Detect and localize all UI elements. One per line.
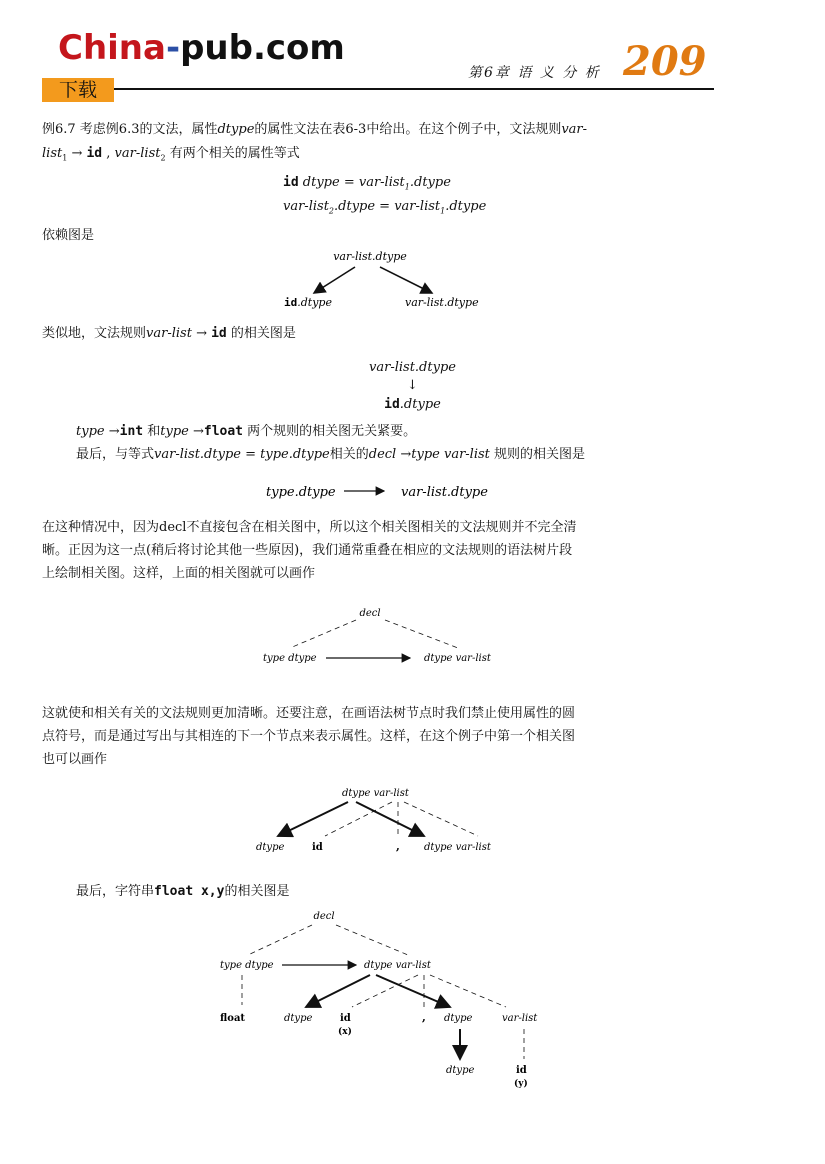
paragraph-clarity-1: 这就使和相关有关的文法规则更加清晰。还要注意，在画语法树节点时我们禁止使用属性的圆 bbox=[42, 706, 576, 721]
g6-id1-node: id bbox=[340, 1013, 351, 1024]
equation-1: id dtype = var-list$_1$.dtype bbox=[283, 175, 451, 192]
g3-right-node: var-list.dtype bbox=[401, 485, 488, 500]
paragraph-clarity-3: 也可以画作 bbox=[42, 752, 108, 767]
dependency-graph-1 bbox=[0, 245, 825, 315]
g6-tree-decl-type bbox=[248, 925, 312, 955]
g6-dtype2-node: dtype bbox=[444, 1013, 473, 1024]
g5-node-comma: , bbox=[396, 840, 400, 853]
chapter-title: 第6章 语 义 分 析 bbox=[468, 65, 601, 81]
download-badge[interactable]: 下载 bbox=[42, 78, 114, 102]
g6-y-label: (y) bbox=[514, 1079, 528, 1089]
equation-2: var-list$_2$.dtype = var-list$_1$.dtype bbox=[283, 199, 487, 216]
g2-top-node: var-list.dtype bbox=[369, 360, 456, 375]
g4-tree-edge-left bbox=[290, 620, 356, 648]
paragraph-type-rules: type →int 和type →float 两个规则的相关图无关紧要。 bbox=[76, 424, 417, 439]
g5-node-dtype: dtype bbox=[256, 842, 285, 853]
g1-edge-right bbox=[380, 267, 432, 293]
header-rule bbox=[114, 88, 714, 90]
dependency-graph-5 bbox=[0, 780, 825, 860]
g6-dtype1-node: dtype bbox=[284, 1013, 313, 1024]
g6-id2-node: id bbox=[516, 1065, 527, 1076]
dependency-graph-4 bbox=[0, 600, 825, 670]
g6-mid-node: dtype var-list bbox=[364, 960, 431, 971]
g1-edge-left bbox=[314, 267, 355, 293]
g2-bottom-node: id.dtype bbox=[384, 397, 441, 412]
dependency-label: 依赖图是 bbox=[42, 228, 95, 243]
site-logo: China-pub.com bbox=[58, 28, 345, 68]
paragraph-similar: 类似地，文法规则var-list → id 的相关图是 bbox=[42, 326, 296, 341]
paragraph-explain-1: 在这种情况中，因为decl不直接包含在相关图中，所以这个相关图相关的文法规则并不完全清 bbox=[42, 520, 577, 535]
g4-decl-node: decl bbox=[359, 608, 381, 619]
g6-float-node: float bbox=[220, 1013, 246, 1024]
paragraph-float-example: 最后，字符串float x,y的相关图是 bbox=[76, 884, 290, 899]
g2-arrow: ↓ bbox=[407, 378, 418, 393]
g6-decl-node: decl bbox=[313, 911, 335, 922]
g6-dep-dtype-right bbox=[376, 975, 450, 1007]
g4-left-node: type dtype bbox=[263, 653, 317, 664]
g1-right-node: var-list.dtype bbox=[405, 296, 479, 309]
g3-left-node: type.dtype bbox=[266, 485, 336, 500]
g6-dep-dtype-left bbox=[306, 975, 370, 1007]
paragraph-clarity-2: 点符号，而是通过写出与其相连的下一个节点来表示属性。这样，在这个例子中第一个相关图 bbox=[42, 729, 576, 744]
g6-tree-decl-varlist bbox=[336, 925, 408, 955]
g5-dep-edge-left bbox=[278, 802, 348, 836]
g6-dtype3-node: dtype bbox=[446, 1065, 475, 1076]
paragraph-decl-rule: 最后，与等式var-list.dtype = type.dtype相关的decl →type var-list 规则的相关图是 bbox=[76, 447, 586, 462]
g4-right-node: dtype var-list bbox=[424, 653, 491, 664]
paragraph-explain-3: 上绘制相关图。这样，上面的相关图就可以画作 bbox=[42, 566, 316, 581]
g5-top-node: dtype var-list bbox=[342, 788, 409, 799]
g1-left-node: id.dtype bbox=[284, 296, 332, 309]
paragraph-explain-2: 晰。正因为这一点(稍后将讨论其他一些原因)，我们通常重叠在相应的文法规则的语法树片段 bbox=[42, 543, 573, 558]
g5-node-id: id bbox=[312, 842, 323, 853]
g5-tree-edge-id bbox=[325, 802, 392, 836]
page-number: 209 bbox=[623, 38, 707, 85]
g6-type-node: type dtype bbox=[220, 960, 274, 971]
paragraph-example: 例6.7 考虑例6.3的文法，属性dtype的属性文法在表6-3中给出。在这个例子中，文法规则var- bbox=[42, 122, 588, 137]
g6-varlist-node: var-list bbox=[502, 1013, 538, 1024]
g5-node-dtype-varlist: dtype var-list bbox=[424, 842, 491, 853]
g6-comma-node: , bbox=[422, 1011, 426, 1024]
g4-tree-edge-right bbox=[385, 620, 458, 648]
dependency-graph-3 bbox=[0, 478, 825, 508]
g5-dep-edge-right bbox=[356, 802, 424, 836]
g1-top-node: var-list.dtype bbox=[333, 250, 407, 263]
g6-x-label: (x) bbox=[338, 1027, 352, 1037]
dependency-graph-6 bbox=[0, 903, 825, 1103]
paragraph-example-cont: list$_1$ → id , var-list$_2$ 有两个相关的属性等式 bbox=[42, 146, 300, 163]
